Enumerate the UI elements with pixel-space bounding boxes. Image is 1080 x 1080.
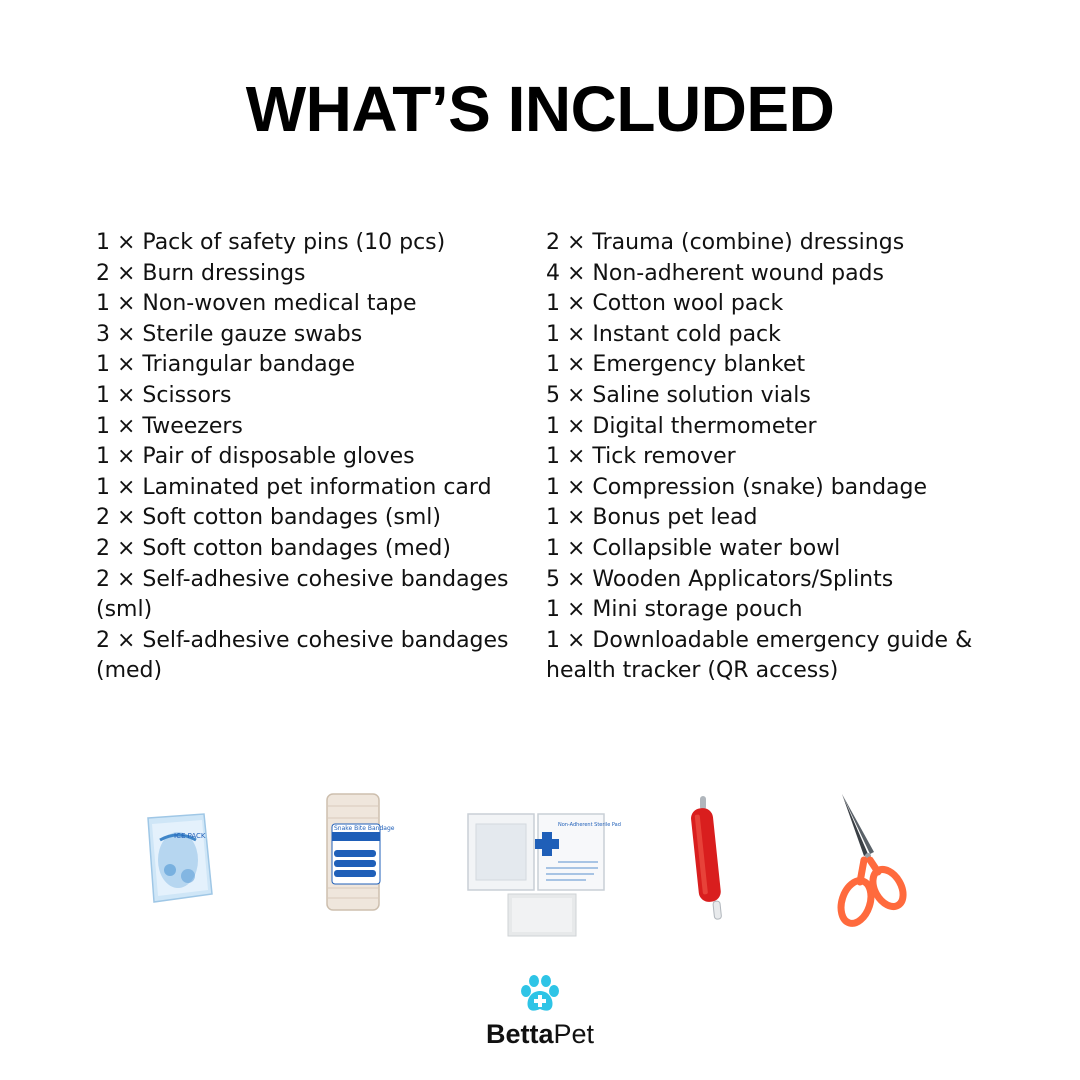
product-images: [0, 780, 1080, 950]
cold-pack-label: ICE PACK: [174, 832, 206, 840]
included-item: 1 × Non-woven medical tape: [96, 291, 417, 317]
included-item: 1 × Digital thermometer: [546, 413, 817, 439]
included-list-left: [96, 228, 526, 687]
brand-name: [0, 1019, 1080, 1050]
included-item: 2 × Burn dressings: [96, 260, 306, 286]
included-item: 1 × Triangular bandage: [96, 352, 356, 378]
brand-name-part1: Betta: [485, 1019, 554, 1049]
included-item: 1 × Laminated pet information card: [96, 474, 492, 500]
included-item: 1 × Scissors: [96, 382, 232, 408]
page-title: WHAT’S INCLUDED: [245, 73, 835, 145]
included-item: 1 × Tick remover: [546, 444, 736, 470]
paw-cross-icon: [518, 975, 562, 1013]
included-item: 1 × Instant cold pack: [546, 321, 781, 347]
included-item: 1 × Mini storage pouch: [546, 597, 803, 623]
included-item: 4 × Non-adherent wound pads: [546, 260, 884, 286]
included-item: 5 × Saline solution vials: [546, 382, 811, 408]
included-item: 1 × Tweezers: [96, 413, 243, 439]
included-item: 1 × Cotton wool pack: [546, 291, 784, 317]
pad-label: Non-Adherent Sterile Pad: [558, 822, 621, 828]
included-item: 2 × Soft cotton bandages (med): [96, 535, 451, 561]
included-item: 2 × Self-adhesive cohesive bandages (sml): [96, 566, 509, 623]
brand-logo: [0, 975, 1080, 1050]
included-item: 1 × Collapsible water bowl: [546, 535, 841, 561]
bandage-label: Snake Bite Bandage: [334, 825, 395, 832]
included-item: 5 × Wooden Applicators/Splints: [546, 566, 894, 592]
included-item: 1 × Pack of safety pins (10 pcs): [96, 230, 446, 255]
included-item: 2 × Self-adhesive cohesive bandages (med): [96, 627, 509, 684]
dressing-pads-image: [466, 812, 621, 938]
included-item: 1 × Emergency blanket: [546, 352, 806, 378]
included-list-right: [546, 228, 986, 687]
compression-bandage-image: [322, 788, 395, 914]
included-item: 1 × Compression (snake) bandage: [546, 474, 928, 500]
included-item: 2 × Soft cotton bandages (sml): [96, 505, 441, 531]
included-item: 1 × Pair of disposable gloves: [96, 444, 415, 470]
brand-name-part2: Pet: [553, 1019, 595, 1049]
cold-pack-image: [138, 810, 218, 906]
included-item: 1 × Bonus pet lead: [546, 505, 758, 531]
included-item: 3 × Sterile gauze swabs: [96, 321, 363, 347]
scissors-image: [830, 790, 912, 930]
tick-remover-image: [682, 796, 732, 926]
included-item: 1 × Downloadable emergency guide & health tracker (QR access): [546, 627, 973, 684]
included-item: 2 × Trauma (combine) dressings: [546, 230, 905, 255]
